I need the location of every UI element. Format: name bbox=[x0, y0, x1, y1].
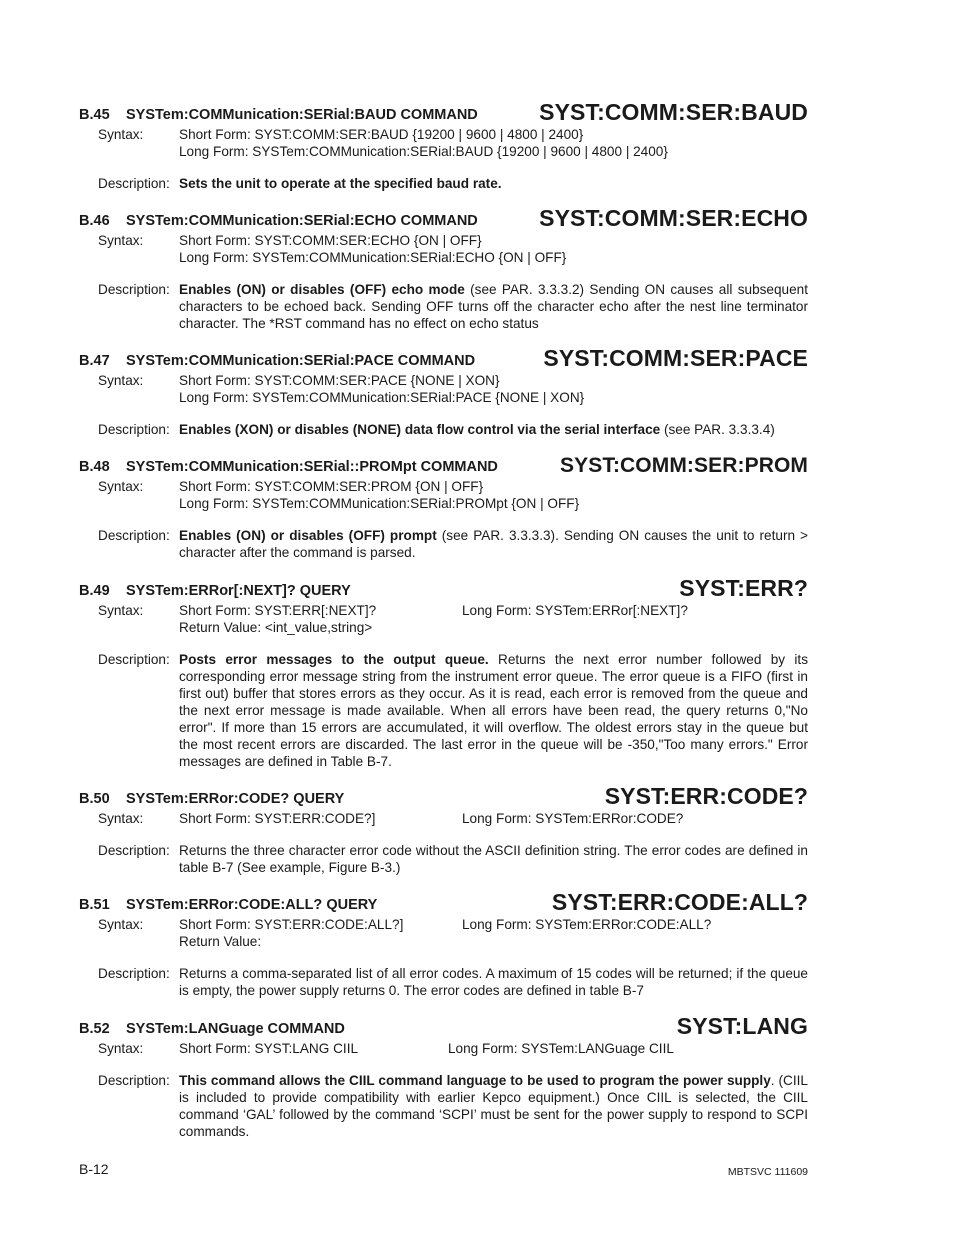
syntax-short-form: Short Form: SYST:COMM:SER:PACE {NONE | XON} bbox=[179, 373, 500, 388]
syntax-short-form: Short Form: SYST:COMM:SER:PROM {ON | OFF} bbox=[179, 479, 484, 494]
section-heading bbox=[79, 1012, 808, 1040]
section-number: B.47 bbox=[79, 353, 110, 369]
syntax-short-form: Short Form: SYST:LANG CIIL bbox=[179, 1041, 359, 1056]
section-b49 bbox=[79, 574, 808, 770]
syntax-label: Syntax: bbox=[98, 373, 144, 388]
description-bold: Enables (XON) or disables (NONE) data flow control via the serial interface bbox=[179, 422, 661, 437]
syntax-row bbox=[79, 916, 808, 950]
section-b50 bbox=[79, 782, 808, 876]
section-title-text: SYSTem:COMMunication:SERial::PROMpt COMMAND bbox=[126, 459, 498, 475]
section-number: B.51 bbox=[79, 897, 110, 913]
description-text: . (CIIL is included to provide compatibility with earlier Kepco equipment.) Once CIIL is selected, the CIIL command ‘GAL’ followed by the command ‘SCPI’ must be sent for the power supply to respond to SCPI commands. bbox=[179, 1073, 808, 1139]
description-row bbox=[79, 527, 808, 561]
return-value: Return Value: <int_value,string> bbox=[179, 620, 373, 635]
section-title-text: SYSTem:COMMunication:SERial:BAUD COMMAND bbox=[126, 107, 478, 123]
section-b52 bbox=[79, 1012, 808, 1140]
syntax-label: Syntax: bbox=[98, 127, 144, 142]
syntax-long-form: Long Form: SYSTem:COMMunication:SERial:BAUD {19200 | 9600 | 4800 | 2400} bbox=[179, 144, 668, 159]
section-b46 bbox=[79, 204, 808, 332]
description-row bbox=[79, 842, 808, 876]
section-title-text: SYSTem:ERRor:CODE:ALL? QUERY bbox=[126, 897, 378, 913]
section-heading bbox=[79, 888, 808, 916]
section-title-text: SYSTem:COMMunication:SERial:ECHO COMMAND bbox=[126, 213, 478, 229]
syntax-short-form: Short Form: SYST:ERR:CODE?] bbox=[179, 811, 376, 826]
section-heading bbox=[79, 450, 808, 478]
section-heading bbox=[79, 574, 808, 602]
description-label: Description: bbox=[98, 652, 170, 667]
command-short-heading: SYST:ERR:CODE:ALL? bbox=[551, 889, 808, 915]
syntax-label: Syntax: bbox=[98, 917, 144, 932]
description-bold: Sets the unit to operate at the specified baud rate. bbox=[179, 176, 502, 191]
description-label: Description: bbox=[98, 422, 170, 437]
description-bold: This command allows the CIIL command language to be used to program the power supply bbox=[179, 1073, 771, 1088]
syntax-label: Syntax: bbox=[98, 811, 144, 826]
syntax-long-form: Long Form: SYSTem:COMMunication:SERial:ECHO {ON | OFF} bbox=[179, 250, 567, 265]
syntax-label: Syntax: bbox=[98, 603, 144, 618]
description-text: (see PAR. 3.3.3.2) Sending ON causes all subsequent characters to be echoed back. Sending OFF turns off the character echo after the nest line terminator character. The *RST command has no effect on echo status bbox=[179, 282, 809, 331]
command-short-heading: SYST:COMM:SER:PROM bbox=[560, 454, 808, 477]
description-text: (see PAR. 3.3.3.3). Sending ON causes the unit to return > character after the command is parsed. bbox=[179, 528, 808, 560]
syntax-long-form: Long Form: SYSTem:COMMunication:SERial:PROMpt {ON | OFF} bbox=[179, 496, 580, 511]
description-text: Returns the three character error code without the ASCII definition string. The error codes are defined in table B-7 (See example, Figure B-3.) bbox=[179, 843, 808, 875]
description-text: (see PAR. 3.3.3.4) bbox=[660, 422, 775, 437]
section-title bbox=[79, 1021, 345, 1037]
description-text: Returns a comma-separated list of all error codes. A maximum of 15 codes will be returned; if the queue is empty, the power supply returns 0. The error codes are defined in table B-7 bbox=[179, 966, 808, 998]
section-b45 bbox=[79, 98, 808, 192]
section-heading bbox=[79, 98, 808, 126]
syntax-label: Syntax: bbox=[98, 233, 144, 248]
section-title bbox=[79, 897, 377, 913]
description-label: Description: bbox=[98, 282, 170, 297]
syntax-row bbox=[79, 126, 808, 160]
section-heading bbox=[79, 782, 808, 810]
section-title bbox=[79, 583, 351, 599]
description-row bbox=[79, 1072, 808, 1140]
command-short-heading: SYST:COMM:SER:PACE bbox=[543, 345, 808, 371]
section-title bbox=[79, 213, 478, 229]
description-bold: Enables (ON) or disables (OFF) echo mode bbox=[179, 282, 465, 297]
syntax-row bbox=[79, 1040, 808, 1057]
description-label: Description: bbox=[98, 528, 170, 543]
description-row bbox=[79, 281, 808, 332]
description-bold: Enables (ON) or disables (OFF) prompt bbox=[179, 528, 437, 543]
section-b48 bbox=[79, 450, 808, 561]
syntax-label: Syntax: bbox=[98, 479, 144, 494]
return-value: Return Value: bbox=[179, 934, 262, 949]
section-b47 bbox=[79, 344, 808, 438]
syntax-long-form: Long Form: SYSTem:COMMunication:SERial:PACE {NONE | XON} bbox=[179, 390, 585, 405]
syntax-short-form: Short Form: SYST:ERR:CODE:ALL?] bbox=[179, 917, 404, 932]
syntax-short-form: Short Form: SYST:ERR[:NEXT]? bbox=[179, 603, 377, 618]
syntax-row bbox=[79, 232, 808, 266]
section-title bbox=[79, 107, 478, 123]
section-title-text: SYSTem:LANGuage COMMAND bbox=[126, 1021, 345, 1037]
syntax-long-form: Long Form: SYSTem:LANGuage CIIL bbox=[448, 1041, 674, 1056]
document-id: MBTSVC 111609 bbox=[727, 1166, 808, 1178]
section-title bbox=[79, 353, 475, 369]
section-title bbox=[79, 459, 498, 475]
section-number: B.49 bbox=[79, 583, 110, 599]
section-title-text: SYSTem:ERRor:CODE? QUERY bbox=[126, 791, 345, 807]
description-bold: Posts error messages to the output queue. bbox=[179, 652, 489, 667]
syntax-label: Syntax: bbox=[98, 1041, 144, 1056]
command-short-heading: SYST:ERR? bbox=[679, 575, 808, 601]
syntax-row bbox=[79, 602, 808, 636]
command-short-heading: SYST:ERR:CODE? bbox=[604, 783, 808, 809]
section-title-text: SYSTem:COMMunication:SERial:PACE COMMAND bbox=[126, 353, 476, 369]
command-short-heading: SYST:COMM:SER:ECHO bbox=[539, 205, 808, 231]
syntax-row bbox=[79, 478, 808, 512]
command-short-heading: SYST:LANG bbox=[676, 1013, 808, 1039]
syntax-short-form: Short Form: SYST:COMM:SER:BAUD {19200 | 9600 | 4800 | 2400} bbox=[179, 127, 584, 142]
section-title bbox=[79, 791, 344, 807]
syntax-short-form: Short Form: SYST:COMM:SER:ECHO {ON | OFF} bbox=[179, 233, 482, 248]
section-heading bbox=[79, 344, 808, 372]
description-label: Description: bbox=[98, 1073, 170, 1088]
description-row bbox=[79, 651, 808, 770]
page-number: B-12 bbox=[79, 1161, 109, 1177]
section-number: B.45 bbox=[79, 107, 110, 123]
syntax-long-form: Long Form: SYSTem:ERRor:CODE:ALL? bbox=[462, 917, 712, 932]
section-number: B.48 bbox=[79, 459, 110, 475]
description-row bbox=[79, 421, 808, 438]
syntax-row bbox=[79, 810, 808, 827]
syntax-long-form: Long Form: SYSTem:ERRor[:NEXT]? bbox=[462, 603, 688, 618]
description-label: Description: bbox=[98, 966, 170, 981]
description-text: Returns the next error number followed by its corresponding error message string from the instrument error queue. The error queue is a FIFO (first in first out) buffer that stores errors as they occur. As it is read, each error is removed from the queue and the next error message is made available. When all errors have been read, the query returns 0,"No error". If more than 15 errors are accumulated, it will overflow. The oldest errors stay in the queue but the most recent errors are discarded. The last error in the queue will be -350,"Too many errors." Error messages are defined in Table B-7. bbox=[179, 652, 808, 769]
description-label: Description: bbox=[98, 176, 170, 191]
syntax-row bbox=[79, 372, 808, 406]
description-row bbox=[79, 965, 808, 999]
command-short-heading: SYST:COMM:SER:BAUD bbox=[539, 99, 808, 125]
description-label: Description: bbox=[98, 843, 170, 858]
syntax-long-form: Long Form: SYSTem:ERRor:CODE? bbox=[462, 811, 684, 826]
section-number: B.52 bbox=[79, 1021, 110, 1037]
section-number: B.50 bbox=[79, 791, 110, 807]
section-number: B.46 bbox=[79, 213, 110, 229]
description-row bbox=[79, 175, 808, 192]
section-heading bbox=[79, 204, 808, 232]
section-b51 bbox=[79, 888, 808, 999]
section-title-text: SYSTem:ERRor[:NEXT]? QUERY bbox=[126, 583, 351, 599]
